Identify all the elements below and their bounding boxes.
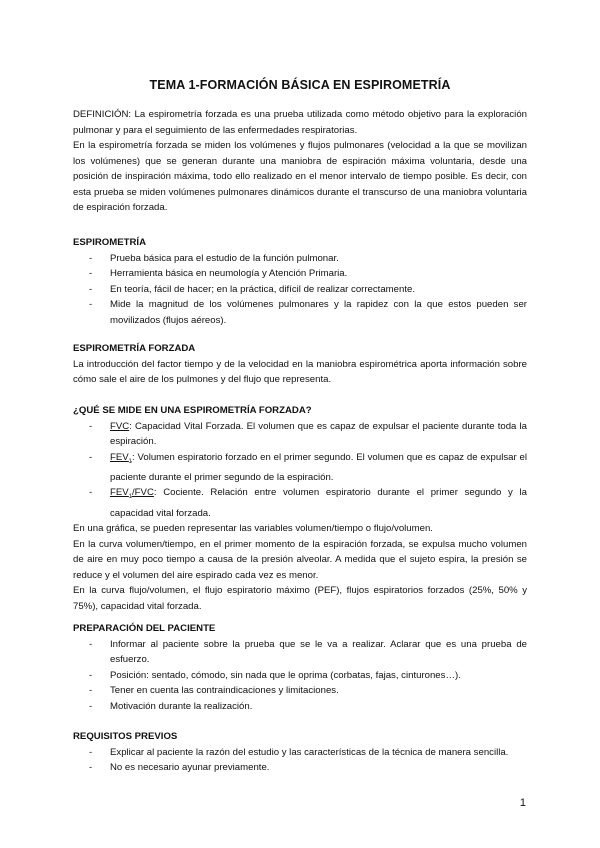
definition: : Cociente. Relación entre volumen espiratorio durante el primer segundo y la capacidad vital forzada.: [110, 487, 527, 519]
list-item: - Tener en cuenta las contraindicaciones y limitaciones.: [73, 683, 527, 699]
list-item: - Informar al paciente sobre la prueba que se le va a realizar. Aclarar que es una prueba de esfuerzo.: [73, 637, 527, 668]
page-title: TEMA 1-FORMACIÓN BÁSICA EN ESPIROMETRÍA: [149, 78, 451, 92]
paragraph: En una gráfica, se pueden representar las variables volumen/tiempo o flujo/volumen.: [73, 523, 433, 535]
section-heading: PREPARACIÓN DEL PACIENTE: [73, 623, 216, 634]
requisitos-list: [73, 745, 527, 776]
intro-section: [73, 107, 527, 216]
list-item: [73, 419, 527, 450]
forzada-section: [73, 341, 527, 388]
term: $FEV_1$/FVC: [110, 487, 154, 501]
list-item: - Herramienta básica en neumología y Atención Primaria.: [73, 266, 527, 282]
espirometria-list: [73, 251, 527, 329]
term: FVC: [110, 420, 130, 432]
definition: : Volumen espiratorio forzado en el primer segundo. El volumen que es capaz de expulsar el paciente durante el primer segundo de la espiración.: [110, 451, 527, 483]
forzada-paragraph: La introducción del factor tiempo y de la velocidad en la maniobra espirométrica aporta información sobre cómo sale el aire de los pulmones y del flujo que representa.: [73, 358, 527, 385]
section-heading: ¿QUÉ SE MIDE EN UNA ESPIROMETRÍA FORZADA?: [73, 405, 312, 416]
section-heading: REQUISITOS PREVIOS: [73, 731, 178, 742]
list-item: [73, 485, 527, 521]
mide-section: [73, 403, 527, 614]
preparacion-section: [73, 621, 527, 714]
list-item: - No es necesario ayunar previamente.: [73, 760, 527, 776]
page-number: 1: [519, 797, 526, 809]
list-item: - Posición: sentado, cómodo, sin nada que le oprima (corbatas, fajas, cinturones…).: [73, 668, 527, 684]
paragraph: En la curva flujo/volumen, el flujo espiratorio máximo (PEF), flujos espiratorios forzados (25%, 50% y 75%), capacidad vital forzada.: [73, 585, 527, 612]
espirometria-section: [73, 235, 527, 328]
section-heading: ESPIROMETRÍA: [73, 237, 147, 248]
requisitos-section: [73, 729, 527, 776]
definition: : Capacidad Vital Forzada. El volumen que es capaz de expulsar el paciente durante toda la espiración.: [110, 420, 527, 447]
list-item: [73, 450, 527, 486]
section-heading: ESPIROMETRÍA FORZADA: [73, 343, 196, 354]
preparacion-list: [73, 637, 527, 715]
list-item: - Prueba básica para el estudio de la función pulmonar.: [73, 251, 527, 267]
list-item: - Motivación durante la realización.: [73, 699, 527, 715]
list-item: - En teoría, fácil de hacer; en la práctica, difícil de realizar correctamente.: [73, 282, 527, 298]
term: $FEV_1$: [110, 451, 133, 465]
definition-paragraph: DEFINICIÓN: La espirometría forzada es una prueba utilizada como método objetivo para la exploración pulmonar y para el seguimiento de las enfermedades respiratorias.: [73, 109, 527, 136]
intro-paragraph: En la espirometría forzada se miden los volúmenes y flujos pulmonares (velocidad a la que se movilizan los volúmenes) que se generan durante una maniobra de espiración máxima voluntaria, desde una posición de inspiración máxima, todo ello realizado en el menor intervalo de tiempo posible. Es decir, con esta prueba se miden volúmenes pulmonares dinámicos durante el transcurso de una maniobra voluntaria de espiración forzada.: [73, 140, 527, 213]
list-item: - Explicar al paciente la razón del estudio y las características de la técnica de manera sencilla.: [73, 745, 527, 761]
paragraph: En la curva volumen/tiempo, en el primer momento de la espiración forzada, se expulsa mucho volumen de aire en muy poco tiempo a causa de la presión alveolar. A medida que el sujeto espira, la presión se reduce y el volumen del aire espirado cada vez es menor.: [73, 538, 527, 581]
mide-list: [73, 419, 527, 522]
list-item: - Mide la magnitud de los volúmenes pulmonares y la rapidez con la que estos pueden ser movilizados (flujos aéreos).: [73, 297, 527, 328]
